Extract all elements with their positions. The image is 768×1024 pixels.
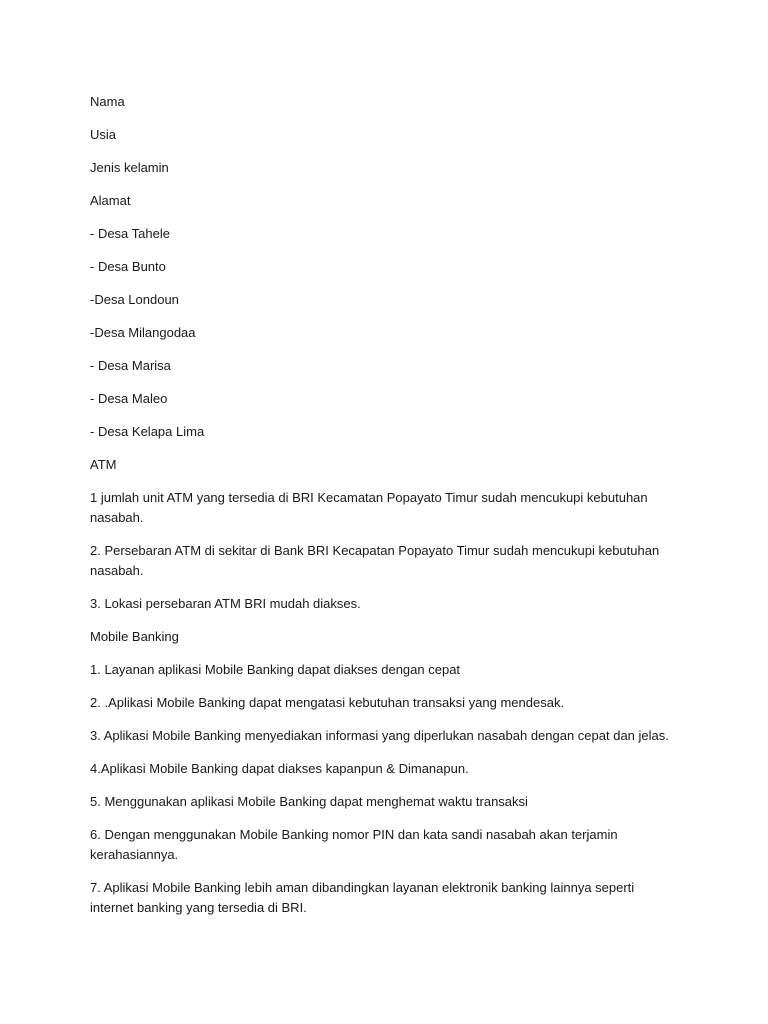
address-item: - Desa Bunto — [90, 259, 166, 274]
address-item: - Desa Maleo — [90, 391, 168, 406]
section-heading-atm: ATM — [90, 457, 117, 472]
field-label-nama: Nama — [90, 94, 125, 109]
mobile-banking-statement: 6. Dengan menggunakan Mobile Banking nomor PIN dan kata sandi nasabah akan terjamin kerahasiannya. — [90, 827, 618, 862]
document-body — [90, 92, 680, 931]
atm-statement: 2. Persebaran ATM di sekitar di Bank BRI Kecapatan Popayato Timur sudah mencukupi kebutuhan nasabah. — [90, 543, 660, 578]
field-label-jenis-kelamin: Jenis kelamin — [90, 160, 169, 175]
address-item: - Desa Tahele — [90, 226, 170, 241]
mobile-banking-statement: 3. Aplikasi Mobile Banking menyediakan informasi yang diperlukan nasabah dengan cepat dan jelas. — [90, 728, 669, 743]
mobile-banking-statement: 5. Menggunakan aplikasi Mobile Banking dapat menghemat waktu transaksi — [90, 794, 528, 809]
mobile-banking-statement: 4.Aplikasi Mobile Banking dapat diakses kapanpun & Dimanapun. — [90, 761, 469, 776]
mobile-banking-statement: 7. Aplikasi Mobile Banking lebih aman dibandingkan layanan elektronik banking lainnya seperti internet banking yang tersedia di BRI. — [90, 880, 635, 915]
address-item: - Desa Kelapa Lima — [90, 424, 205, 439]
section-heading-mobile-banking: Mobile Banking — [90, 629, 179, 644]
address-item: -Desa Milangodaa — [90, 325, 196, 340]
atm-statement: 3. Lokasi persebaran ATM BRI mudah diakses. — [90, 596, 361, 611]
field-label-usia: Usia — [90, 127, 117, 142]
field-label-alamat: Alamat — [90, 193, 131, 208]
atm-statement: 1 jumlah unit ATM yang tersedia di BRI Kecamatan Popayato Timur sudah mencukupi kebutuhan nasabah. — [90, 490, 648, 525]
address-item: -Desa Londoun — [90, 292, 179, 307]
mobile-banking-statement: 1. Layanan aplikasi Mobile Banking dapat diakses dengan cepat — [90, 662, 461, 677]
address-item: - Desa Marisa — [90, 358, 171, 373]
mobile-banking-statement: 2. .Aplikasi Mobile Banking dapat mengatasi kebutuhan transaksi yang mendesak. — [90, 695, 565, 710]
